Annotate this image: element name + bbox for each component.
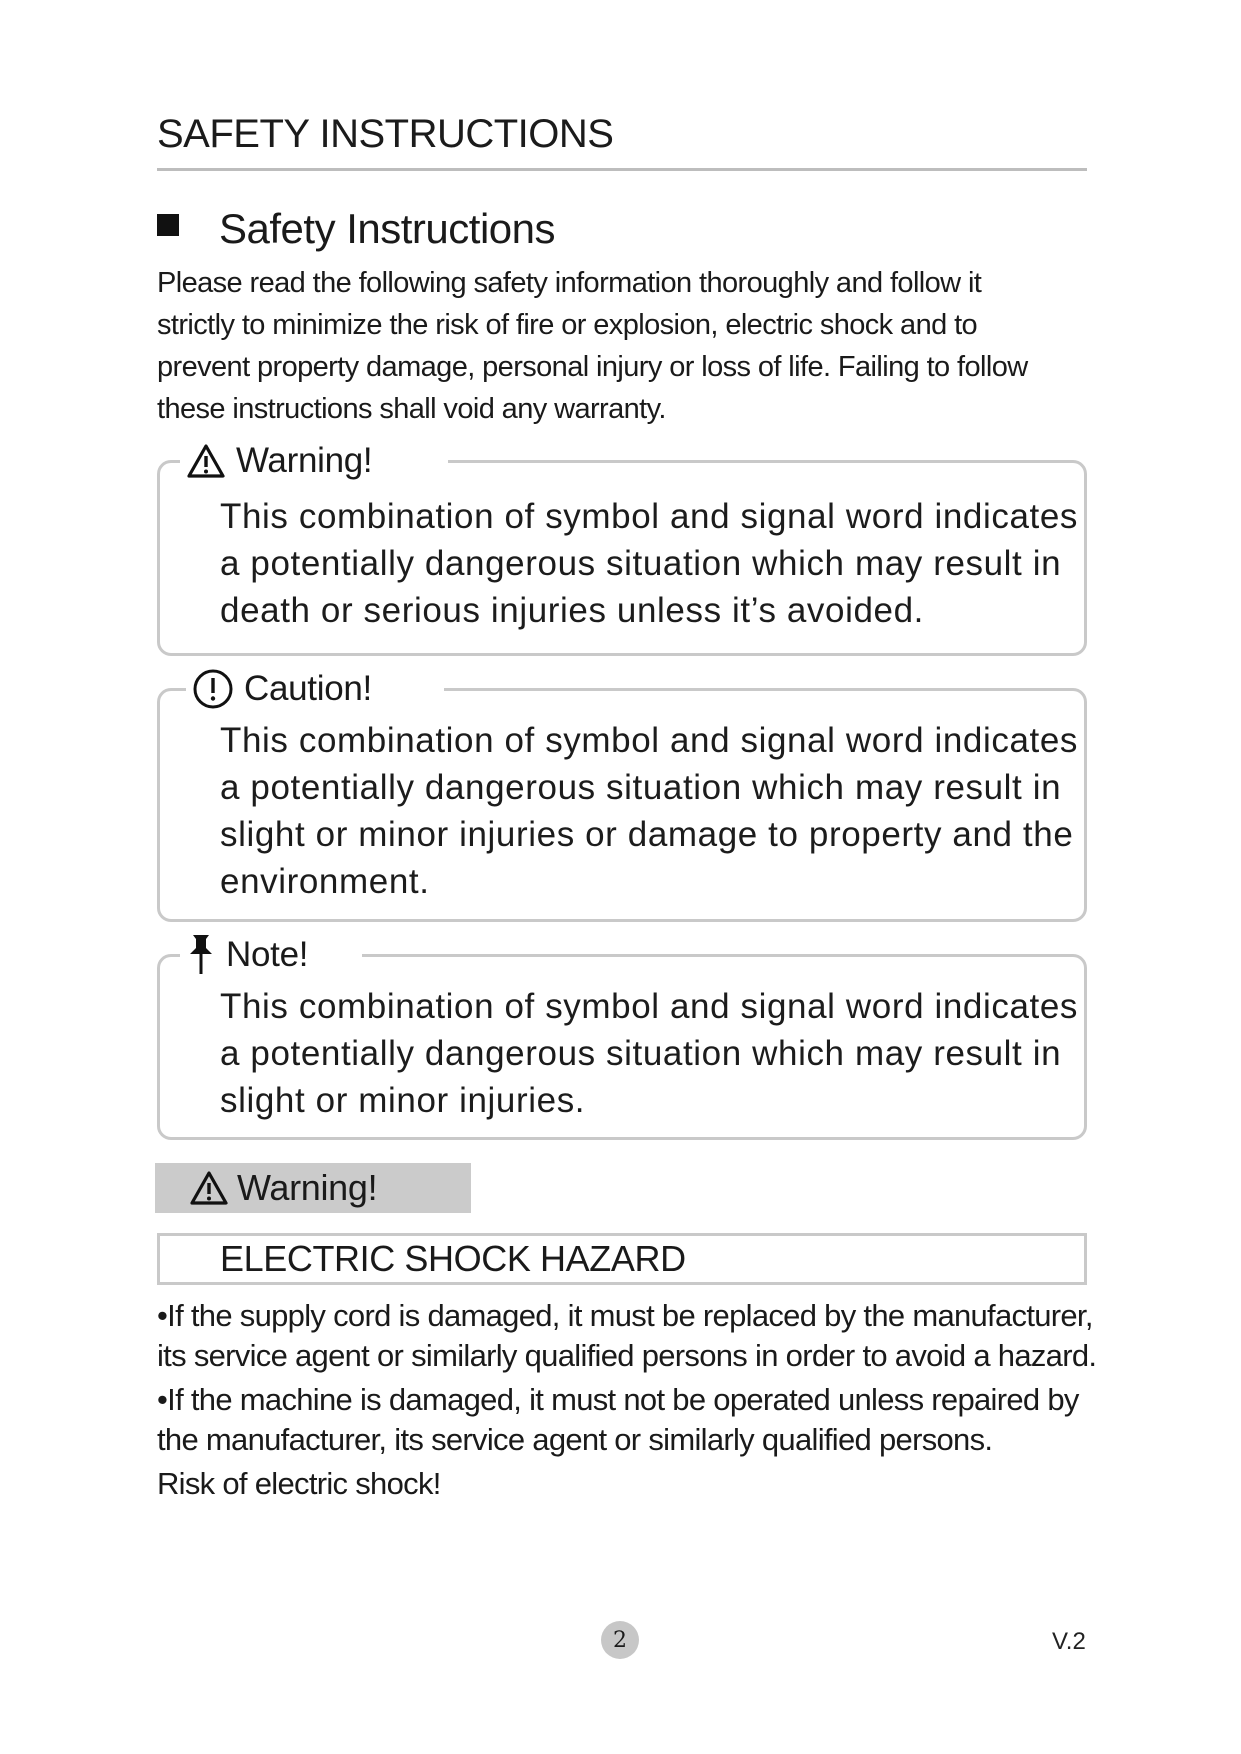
warning-notice-text: [220, 493, 1078, 634]
notice-line: a potentially dangerous situation which may result in: [220, 544, 1062, 583]
notice-line: This combination of symbol and signal word indicates: [220, 497, 1079, 536]
caution-notice-box: [157, 669, 1087, 922]
section-heading: [157, 204, 555, 254]
exclamation-circle-icon: [192, 668, 234, 710]
hazard-title-box: [157, 1233, 1087, 1285]
warning-triangle-icon: [186, 443, 226, 479]
notice-line: This combination of symbol and signal word indicates: [220, 987, 1079, 1026]
warning-notice-label-text: Warning!: [236, 441, 373, 480]
intro-line: these instructions shall void any warranty.: [157, 393, 666, 425]
hazard-line: Risk of electric shock!: [157, 1466, 441, 1501]
warning-triangle-icon: [189, 1170, 229, 1206]
caution-notice-label: [186, 661, 444, 717]
note-notice-text: [220, 983, 1078, 1124]
notice-line: This combination of symbol and signal word indicates: [220, 721, 1079, 760]
note-notice-label-text: Note!: [226, 935, 309, 974]
notice-line: death or serious injuries unless it’s avoided.: [220, 591, 924, 630]
version-label: V.2: [1052, 1628, 1086, 1655]
page-title: SAFETY INSTRUCTIONS: [157, 112, 614, 156]
note-notice-label: [180, 927, 362, 983]
hazard-body: [157, 1296, 1107, 1504]
pushpin-icon: [186, 933, 216, 977]
warning-notice-label: [180, 433, 448, 489]
hazard-line: its service agent or similarly qualified persons in order to avoid a hazard.: [157, 1338, 1097, 1373]
hazard-line: the manufacturer, its service agent or similarly qualified persons.: [157, 1422, 993, 1457]
notice-line: slight or minor injuries or damage to property and the: [220, 815, 1074, 854]
notice-line: a potentially dangerous situation which may result in: [220, 768, 1062, 807]
hazard-line: •If the machine is damaged, it must not be operated unless repaired by: [157, 1382, 1079, 1417]
hazard-warning-label: Warning!: [237, 1167, 378, 1208]
caution-notice-text: [220, 717, 1078, 905]
caution-notice-label-text: Caution!: [244, 669, 372, 708]
intro-line: Please read the following safety information thoroughly and follow it: [157, 267, 982, 299]
hazard-warning-bar: [155, 1163, 471, 1213]
intro-paragraph: [157, 262, 1097, 430]
intro-line: prevent property damage, personal injury or loss of life. Failing to follow: [157, 351, 1028, 383]
section-heading-text: Safety Instructions: [219, 205, 555, 252]
page-number: 2: [601, 1621, 639, 1659]
note-notice-box: [157, 935, 1087, 1140]
hazard-title: ELECTRIC SHOCK HAZARD: [220, 1238, 686, 1279]
notice-line: slight or minor injuries.: [220, 1081, 586, 1120]
intro-line: strictly to minimize the risk of fire or explosion, electric shock and to: [157, 309, 978, 341]
notice-line: a potentially dangerous situation which may result in: [220, 1034, 1062, 1073]
square-bullet-icon: [157, 214, 179, 236]
title-divider: [157, 168, 1087, 171]
notice-line: environment.: [220, 862, 430, 901]
warning-notice-box: [157, 441, 1087, 656]
hazard-line: •If the supply cord is damaged, it must be replaced by the manufacturer,: [157, 1298, 1093, 1333]
